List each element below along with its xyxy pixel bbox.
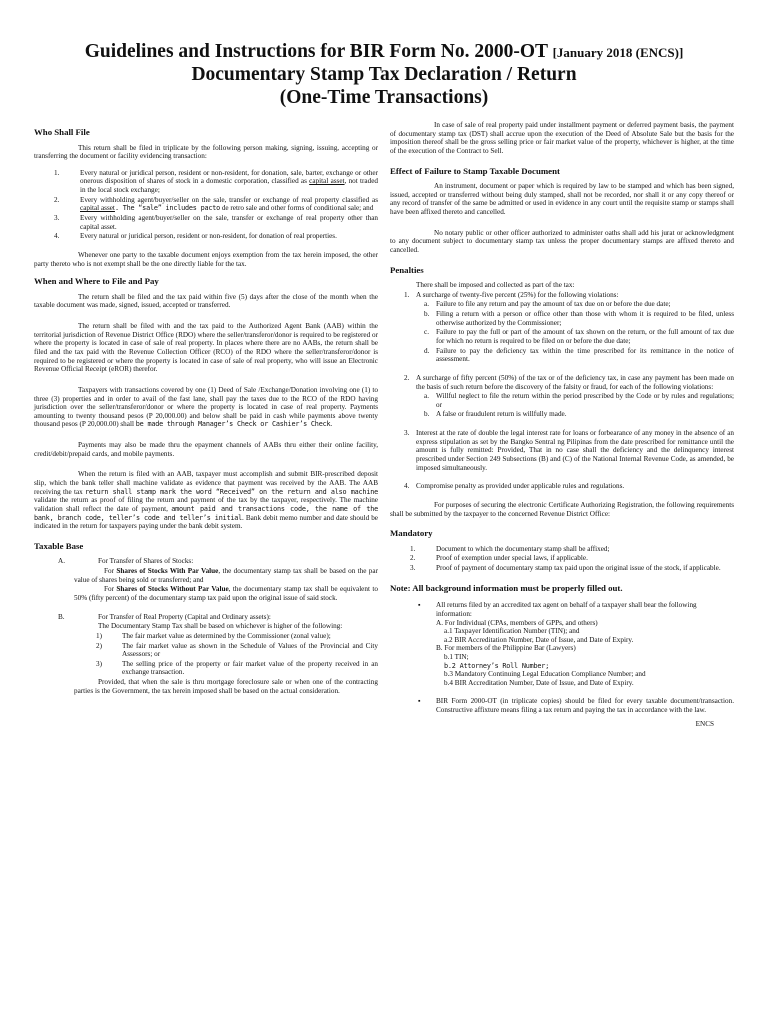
item-text: Failure to pay the deficiency tax within the time prescribed for its remittance in the notice of assessment. [436, 346, 734, 364]
item-number: 4. [54, 232, 60, 241]
list-item [96, 642, 378, 659]
item-text: Every withholding agent/buyer/seller on the sale, transfer or exchange of real property other than capital asset. [80, 214, 378, 231]
typewriter-text: . The “sale” includes pacto [114, 204, 221, 213]
penalties-list-3 [390, 429, 734, 472]
penalties-intro: There shall be imposed and collected as part of the tax: [416, 281, 575, 290]
list-item [96, 632, 378, 641]
exemption-paragraph: Whenever one party to the taxable document enjoys exemption from the tax herein imposed, the other party thereto who is not exempt shall be the one directly liable for the tax. [34, 250, 378, 268]
square-bullet-icon: ▪ [418, 697, 421, 706]
tax-agent-bullet [418, 601, 734, 687]
item-text: Every natural or juridical person, resident or non-resident, for donation of real properties. [80, 232, 337, 241]
paragraph-text: , the documentary stamp tax shall be equivalent to 50% (fifty percent) of the documentary stamp tax paid upon the original issue of said stock. [74, 585, 378, 602]
right-column [390, 121, 734, 729]
list-item [424, 300, 734, 309]
typewriter-text: return shall stamp mark the word “Received” on the return and also machine [84, 487, 378, 496]
section-label: B. [58, 612, 65, 621]
item-text: Compromise penalty as provided under applicable rules and regulations. [416, 482, 625, 491]
lawyer-roll-line: b.2 Attorney’s Roll Number; [444, 661, 550, 670]
item-text: Failure to pay the full or part of the amount of tax shown on the return, or the full amount of tax due for which no return is required to be filed on or before the due date; [436, 328, 734, 345]
aab-validation-paragraph [34, 470, 378, 530]
list-item [404, 374, 734, 391]
list-item [424, 310, 734, 327]
item-number: 2. [404, 373, 410, 382]
item-number: 1. [410, 544, 416, 553]
item-number: 3. [54, 214, 60, 223]
section-b [34, 613, 378, 622]
item-letter: b. [424, 410, 430, 419]
paragraph-text: validate the return as proof of filing the return and payment of the tax by the taxpayer, respectively. The machine validation shall reflect the date of payment, [34, 496, 378, 513]
bold-term: Shares of Stocks Without Par Value [116, 585, 229, 594]
item-text: Document to which the documentary stamp shall be affixed; [436, 544, 610, 553]
list-item [424, 347, 734, 364]
item-text: A false or fraudulent return is willfully made. [436, 410, 567, 419]
mandatory-heading: Mandatory [390, 528, 433, 539]
item-text: Proof of payment of documentary stamp tax paid upon the original issue of the stock, if applicable. [436, 564, 721, 573]
typewriter-text: be made through Manager’s Check or Cashier’s Check [135, 420, 331, 429]
typewriter-text: amount paid and transactions code, the name of the bank, branch code, teller’s code and teller’s initial [34, 504, 378, 522]
title-line-1 [34, 40, 734, 63]
real-property-basis: The Documentary Stamp Tax shall be based on whichever is higher of the following: [98, 622, 343, 631]
item-number: 3. [404, 429, 410, 438]
paragraph-text: When the return is filed with an AAB, taxpayer must accomplish and submit BIR-prescribed deposit slip, which the bank teller shall machine validate as evidence that payment was received by the AAB. The AAB receiving the tax [34, 470, 378, 496]
mandatory-list [390, 545, 734, 573]
underlined-term: capital asset [80, 204, 115, 213]
item-number: 1. [404, 290, 410, 299]
ecar-paragraph: For purposes of securing the electronic Certificate Authorizing Registration, the following requirements shall be submitted by the taxpayer to the concerned Revenue District Office: [390, 500, 734, 518]
individual-accreditation-line: a.2 BIR Accreditation Number, Date of Issue, and Date of Expiry. [444, 635, 634, 644]
who-shall-file-intro: This return shall be filed in triplicate by the following person making, signing, issuing, accepting or transferring the document or facility evidencing transaction: [34, 143, 378, 161]
list-item [410, 564, 734, 573]
list-item [54, 232, 378, 241]
item-number: 2. [410, 554, 416, 563]
section-title: For Transfer of Shares of Stocks: [98, 557, 194, 566]
list-item [410, 554, 734, 563]
who-shall-file-heading: Who Shall File [34, 127, 90, 137]
note-heading: Note: All background information must be properly filled out. [390, 582, 623, 593]
item-text: Filing a return with a person or office other than those with whom it is required to be filed, unless otherwise authorized by the Commissioner; [436, 310, 734, 327]
taxable-base-heading: Taxable Base [34, 540, 84, 551]
bullet-text: BIR Form 2000-OT (in triplicate copies) should be filed for every taxable document/transaction. Constructive affixture means filing a tax return and paying the tax in accordance with the law. [436, 697, 734, 714]
item-number: 2. [54, 195, 60, 204]
penalties-list-4 [390, 482, 734, 491]
filing-place-paragraph: The return shall be filed with and the tax paid to the Authorized Agent Bank (AAB) within the territorial jurisdiction of Revenue District Office (RDO) where the seller/transferor/donor is required to be registered or where the property is located in case of sale of real property. In places where there are no AABs, the return shall be filed and the tax paid with the Revenue Collection Officer (RCO) of the RDO where the seller/transferor/donor is required to be registered or where the property is located in case of sale of real property, who will issue an Electronic Revenue Official Receipt (eROR) therefor. [34, 322, 378, 374]
bullet-content [436, 601, 734, 687]
item-text: Failure to file any return and pay the amount of tax due on or before the due date; [436, 300, 671, 309]
form-edition: [January 2018 (ENCS)] [552, 45, 684, 60]
item-number: 2) [96, 641, 102, 650]
installment-paragraph: In case of sale of real property paid under installment payment or deferred payment basis, the payment of documentary stamp tax (DST) shall accrue upon the execution of the Deed of Absolute Sale but the basis for the imposition thereof shall be the gross selling price or fair market value of the property, whichever is higher, at the time of the execution of the Contract to Sell. [390, 121, 734, 155]
par-value-paragraph [74, 567, 378, 584]
item-letter: d. [424, 346, 430, 355]
paragraph-text: For [104, 567, 117, 576]
no-par-value-paragraph [74, 585, 378, 602]
item-number: 4. [404, 482, 410, 491]
bold-term: Shares of Stocks With Par Value [116, 567, 219, 576]
item-text-part: , not traded in the local stock exchange; [80, 177, 378, 195]
title-line-2: Documentary Stamp Tax Declaration / Return [191, 64, 577, 85]
lawyer-tin-line: b.1 TIN; [444, 653, 469, 662]
square-bullet-icon: ▪ [418, 601, 421, 610]
encs-footer: ENCS [695, 720, 714, 729]
penalties-heading: Penalties [390, 264, 424, 275]
item-letter: a. [424, 300, 429, 309]
list-item [424, 392, 734, 409]
lawyer-line: B. For members of the Philippine Bar (Lawyers) [436, 644, 576, 653]
bullet-text: All returns filed by an accredited tax agent on behalf of a taxpayer shall bear the following information: [436, 601, 697, 618]
item-number: 3. [410, 564, 416, 573]
section-label: A. [58, 557, 65, 566]
epayment-paragraph: Payments may also be made thru the epayment channels of AABs thru either their online facility, credit/debit/prepaid cards, and mobile payments. [34, 441, 378, 458]
filing-deadline-paragraph: The return shall be filed and the tax paid within five (5) days after the close of the month when the taxable document was made, signed, issued, accepted or transferred. [34, 292, 378, 310]
list-item [96, 660, 378, 677]
penalties-list [390, 291, 734, 300]
paragraph-text: . Bank debit memo number and date should be indicated in the return for taxpayers paying under the bank debit system. [34, 513, 379, 531]
list-item [404, 291, 734, 300]
penalty-50-sublist [390, 392, 734, 419]
paragraph-text: , the documentary stamp tax shall be based on the par value of shares being sold or transferred; and [74, 567, 378, 584]
left-column [34, 121, 378, 729]
list-item [54, 196, 378, 213]
individual-line: A. For Individual (CPAs, members of GPPs, and others) [436, 618, 598, 627]
item-text: A surcharge of twenty-five percent (25%) for the following violations: [416, 290, 619, 299]
who-shall-file-list [34, 169, 378, 241]
item-letter: b. [424, 310, 430, 319]
penalties-list-2 [390, 374, 734, 391]
list-item [424, 410, 734, 419]
form-title: Guidelines and Instructions for BIR Form No. 2000-OT [84, 41, 548, 62]
list-item [410, 545, 734, 554]
item-text [80, 169, 378, 195]
foreclosure-proviso: Provided, that when the sale is thru mortgage foreclosure sale or when one of the contracting parties is the Government, the tax herein imposed shall be based on the actual consideration. [74, 678, 378, 695]
item-text-part: Every natural or juridical person, resident or non-resident, for donation, sale, barter, exchange or other onerous disposition of shares of stock in a domestic corporation, classified as [80, 168, 378, 186]
triplicate-bullet [418, 697, 734, 714]
effect-of-failure-heading: Effect of Failure to Stamp Taxable Document [390, 165, 560, 176]
effect-paragraph-1: An instrument, document or paper which is required by law to be stamped and which has been signed, issued, accepted or transferred without being duly stamped, shall not be recorded, nor shall it or any copy thereof or any record of transfer of the same be admitted or used in evidence in any court until the requisite stamp or stamps shall have been affixed thereto and cancelled. [390, 182, 734, 217]
item-text: The fair market value as determined by the Commissioner (zonal value); [122, 631, 331, 640]
document-title [34, 40, 734, 109]
item-text-part: Every withholding agent/buyer/seller on the sale, transfer or exchange of real property classified as [80, 195, 378, 204]
list-item [404, 482, 734, 491]
list-item [404, 429, 734, 472]
item-text: The fair market value as shown in the Schedule of Values of the Provincial and City Assessors; or [122, 641, 378, 659]
item-number: 3) [96, 659, 102, 668]
individual-tin-line: a.1 Taxpayer Identification Number (TIN); and [444, 627, 580, 636]
effect-paragraph-2: No notary public or other officer authorized to administer oaths shall add his jurat or acknowledgment to any document subject to documentary stamp tax unless the proper documentary stamps are affixed thereto and cancelled. [390, 228, 734, 254]
list-item [424, 328, 734, 345]
item-text: A surcharge of fifty percent (50%) of the tax or of the deficiency tax, in case any payment has been made on the basis of such return before the discovery of the falsity or fraud, for each of the following violations: [416, 373, 734, 391]
item-number: 1) [96, 631, 102, 640]
item-text: The selling price of the property or fair market value of the property received in an exchange transaction. [122, 659, 378, 677]
penalty-25-sublist [390, 300, 734, 363]
item-text [80, 196, 378, 213]
section-a [34, 557, 378, 566]
item-text: Proof of exemption under special laws, if applicable. [436, 554, 588, 563]
section-title: For Transfer of Real Property (Capital and Ordinary assets): [98, 612, 271, 621]
paragraph-text: . [330, 420, 333, 429]
item-letter: a. [424, 392, 429, 401]
item-text: Willful neglect to file the return within the period prescribed by the Code or by rules and regulations; or [436, 392, 734, 409]
lawyer-accreditation-line: b.4 BIR Accreditation Number, Date of Issue, and Date of Expiry. [444, 678, 634, 687]
paragraph-text: Taxpayers with transactions covered by one (1) Deed of Sale /Exchange/Donation involving one (1) to three (3) properties and in order to avail of the fast lane, shall pay the taxes due to the RCO of the RDO having jurisdiction over the seller/transferor/donor or where the property is located in case of real property. Payments amounting to twenty thousand pesos (P 20,000.00) and below shall be paid in cash while payments above twenty thousand pesos (P 20,000.00) shall [34, 385, 378, 429]
list-item [54, 169, 378, 195]
paragraph-text: For [104, 585, 117, 594]
item-text: Interest at the rate of double the legal interest rate for loans or forbearance of any money in the absence of an express stipulation as set by the Bangko Sentral ng Pilipinas from the date prescribed for remittance until the amount is fully remitted: Provided, That in no case shall the deficiency and the delinquency interest prescribed under Section 249 Subsections (B) and (C) of the National Internal Revenue Code, as amended, be imposed simultaneously. [416, 429, 734, 472]
when-where-heading: When and Where to File and Pay [34, 276, 159, 287]
title-line-3: (One-Time Transactions) [279, 87, 489, 108]
real-property-basis-list [76, 632, 378, 677]
item-number: 1. [54, 168, 60, 177]
two-column-body [34, 121, 734, 729]
lawyer-mcle-line: b.3 Mandatory Continuing Legal Education Compliance Number; and [444, 669, 646, 678]
item-text-part: de retro sale and other forms of conditional sale; and [220, 204, 374, 213]
fast-lane-paragraph [34, 386, 378, 429]
list-item [54, 214, 378, 231]
underlined-term: capital asset [309, 177, 345, 186]
item-letter: c. [424, 328, 429, 337]
